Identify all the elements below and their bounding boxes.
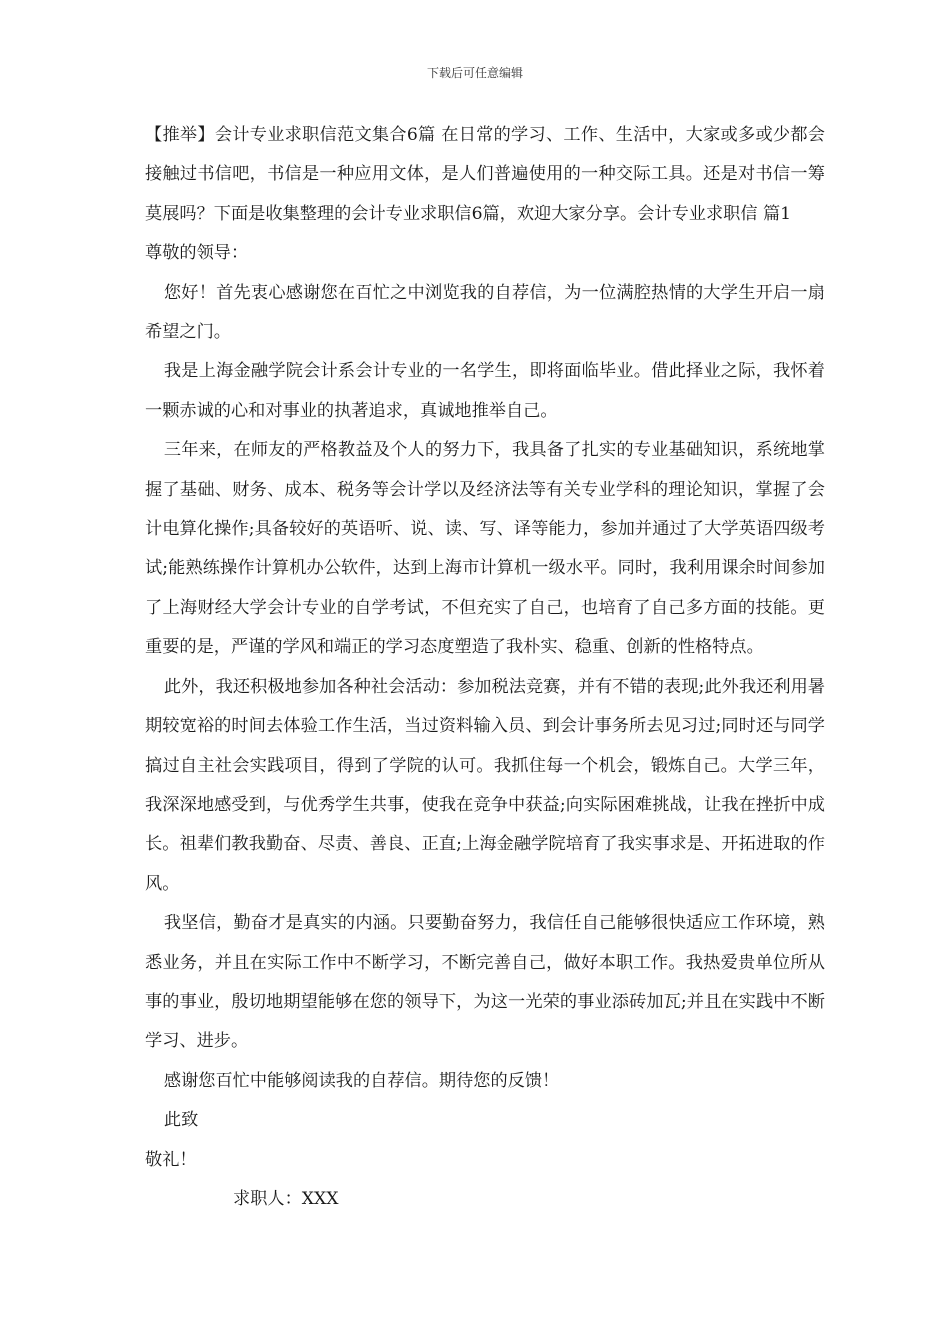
paragraph-activities: 此外，我还积极地参加各种社会活动：参加税法竞赛，并有不错的表现;此外我还利用暑期较宽裕的时间去体验工作生活，当过资料输入员、到会计事务所去见习过;同时还与同学搞过自主社会实践项目，得到了学院的认可。我抓住每一个机会，锻炼自己。大学三年，我深深地感受到，与优秀学生共事，使我在竞争中获益;向实际困难挑战，让我在挫折中成长。祖辈们教我勤奋、尽责、善良、正直;上海金融学院培育了我实事求是、开拓进取的作风。 — [145, 676, 825, 894]
header-note: 下载后可任意编辑 — [426, 66, 523, 80]
paragraph-commitment: 我坚信，勤奋才是真实的内涵。只要勤奋努力，我信任自己能够很快适应工作环境，熟悉业务，并且在实际工作中不断学习，不断完善自己，做好本职工作。我热爱贵单位所从事的事业，殷切地期望能够在您的领导下，为这一光荣的事业添砖加瓦;并且在实践中不断学习、进步。 — [145, 913, 825, 1052]
letter-body — [145, 116, 825, 1219]
paragraph-skills: 三年来，在师友的严格教益及个人的努力下，我具备了扎实的专业基础知识，系统地掌握了基础、财务、成本、税务等会计学以及经济法等有关专业学科的理论知识，掌握了会计电算化操作;具备较好的英语听、说、读、写、译等能力，参加并通过了大学英语四级考试;能熟练操作计算机办公软件，达到上海市计算机一级水平。同时，我利用课余时间参加了上海财经大学会计专业的自学考试，不但充实了自己，也培育了自己多方面的技能。更重要的是，严谨的学风和端正的学习态度塑造了我朴实、稳重、创新的性格特点。 — [145, 440, 825, 658]
paragraph-thanks: 感谢您百忙中能够阅读我的自荐信。期待您的反馈！ — [163, 1070, 560, 1091]
paragraph-self-introduction: 我是上海金融学院会计系会计专业的一名学生，即将面临毕业。借此择业之际，我怀着一颗赤诚的心和对事业的执著追求，真诚地推举自己。 — [145, 361, 825, 421]
paragraph-greeting: 您好！首先衷心感谢您在百忙之中浏览我的自荐信，为一位满腔热情的大学生开启一扇希望之门。 — [145, 282, 825, 343]
signature-line: 求职人：XXX — [233, 1188, 339, 1209]
closing-line: 此致 — [163, 1110, 199, 1131]
salutation: 尊敬的领导： — [145, 243, 249, 264]
intro-paragraph: 【推举】会计专业求职信范文集合6篇 在日常的学习、工作、生活中，大家或多或少都会接触过书信吧，书信是一种应用文体，是人们普遍使用的一种交际工具。还是对书信一筹莫展吗？下面是收集整理的会计专业求职信6篇，欢迎大家分享。会计专业求职信 篇1 — [145, 125, 825, 224]
regards-line: 敬礼！ — [145, 1149, 197, 1170]
